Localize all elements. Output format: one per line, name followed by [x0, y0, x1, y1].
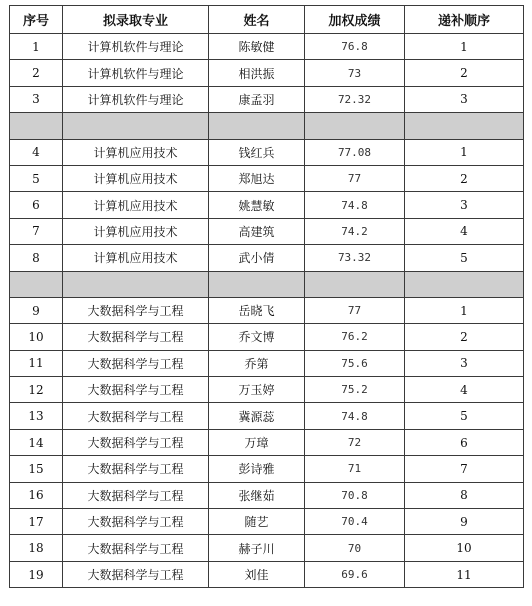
cell-name: 赫子川	[209, 535, 305, 561]
cell-major: 大数据科学与工程	[63, 535, 209, 561]
cell-index: 17	[10, 509, 63, 535]
cell-name: 彭诗雅	[209, 456, 305, 482]
table-row	[10, 34, 524, 60]
cell-order: 4	[405, 377, 524, 403]
cell-name: 陈敏健	[209, 34, 305, 60]
header-name: 姓名	[209, 6, 305, 34]
cell-order: 9	[405, 509, 524, 535]
cell-score: 77	[305, 297, 405, 323]
cell-major: 计算机软件与理论	[63, 86, 209, 112]
table-row	[10, 561, 524, 587]
cell-order: 5	[405, 245, 524, 271]
cell-order: 1	[405, 139, 524, 165]
header-index: 序号	[10, 6, 63, 34]
group-separator	[10, 113, 524, 139]
cell-name: 姚慧敏	[209, 192, 305, 218]
cell-name: 武小倩	[209, 245, 305, 271]
cell-score: 73	[305, 60, 405, 86]
cell-major: 计算机应用技术	[63, 139, 209, 165]
cell-index: 10	[10, 324, 63, 350]
cell-order: 2	[405, 60, 524, 86]
separator-cell	[209, 113, 305, 139]
table-row	[10, 165, 524, 191]
cell-order: 4	[405, 218, 524, 244]
separator-cell	[305, 113, 405, 139]
cell-major: 大数据科学与工程	[63, 324, 209, 350]
cell-index: 2	[10, 60, 63, 86]
cell-score: 70.8	[305, 482, 405, 508]
cell-score: 70.4	[305, 509, 405, 535]
table-row	[10, 429, 524, 455]
cell-score: 72.32	[305, 86, 405, 112]
cell-score: 76.2	[305, 324, 405, 350]
cell-name: 相洪振	[209, 60, 305, 86]
cell-index: 13	[10, 403, 63, 429]
cell-name: 万璋	[209, 429, 305, 455]
table-row	[10, 403, 524, 429]
cell-index: 16	[10, 482, 63, 508]
cell-major: 大数据科学与工程	[63, 456, 209, 482]
cell-score: 74.2	[305, 218, 405, 244]
separator-cell	[305, 271, 405, 297]
cell-score: 76.8	[305, 34, 405, 60]
cell-order: 7	[405, 456, 524, 482]
cell-major: 大数据科学与工程	[63, 482, 209, 508]
table-row	[10, 456, 524, 482]
table-row	[10, 377, 524, 403]
cell-order: 8	[405, 482, 524, 508]
table-row	[10, 86, 524, 112]
cell-index: 9	[10, 297, 63, 323]
separator-cell	[63, 113, 209, 139]
cell-index: 12	[10, 377, 63, 403]
cell-major: 计算机应用技术	[63, 192, 209, 218]
cell-name: 岳晓飞	[209, 297, 305, 323]
cell-major: 大数据科学与工程	[63, 297, 209, 323]
table-row	[10, 535, 524, 561]
table-row	[10, 245, 524, 271]
cell-major: 大数据科学与工程	[63, 377, 209, 403]
cell-major: 大数据科学与工程	[63, 509, 209, 535]
cell-order: 3	[405, 86, 524, 112]
cell-score: 69.6	[305, 561, 405, 587]
table-row	[10, 324, 524, 350]
cell-index: 1	[10, 34, 63, 60]
separator-cell	[10, 113, 63, 139]
cell-index: 14	[10, 429, 63, 455]
header-order: 递补顺序	[405, 6, 524, 34]
cell-index: 18	[10, 535, 63, 561]
cell-order: 10	[405, 535, 524, 561]
cell-score: 74.8	[305, 403, 405, 429]
table-row	[10, 297, 524, 323]
cell-score: 71	[305, 456, 405, 482]
cell-major: 大数据科学与工程	[63, 403, 209, 429]
group-separator	[10, 271, 524, 297]
cell-score: 74.8	[305, 192, 405, 218]
table-row	[10, 509, 524, 535]
cell-name: 刘佳	[209, 561, 305, 587]
table-row	[10, 350, 524, 376]
table-row	[10, 482, 524, 508]
cell-order: 1	[405, 34, 524, 60]
header-major: 拟录取专业	[63, 6, 209, 34]
cell-name: 冀源蕊	[209, 403, 305, 429]
cell-name: 郑旭达	[209, 165, 305, 191]
cell-order: 3	[405, 192, 524, 218]
cell-score: 77	[305, 165, 405, 191]
cell-index: 8	[10, 245, 63, 271]
table-row	[10, 139, 524, 165]
cell-name: 康孟羽	[209, 86, 305, 112]
cell-score: 73.32	[305, 245, 405, 271]
table-row	[10, 60, 524, 86]
cell-major: 计算机应用技术	[63, 245, 209, 271]
cell-name: 钱红兵	[209, 139, 305, 165]
separator-cell	[405, 113, 524, 139]
separator-cell	[209, 271, 305, 297]
cell-name: 乔第	[209, 350, 305, 376]
cell-score: 70	[305, 535, 405, 561]
cell-score: 77.08	[305, 139, 405, 165]
header-row	[10, 6, 524, 34]
separator-cell	[63, 271, 209, 297]
cell-major: 大数据科学与工程	[63, 561, 209, 587]
cell-index: 11	[10, 350, 63, 376]
table-row	[10, 218, 524, 244]
table-row	[10, 192, 524, 218]
cell-name: 乔文博	[209, 324, 305, 350]
cell-name: 高建筑	[209, 218, 305, 244]
header-score: 加权成绩	[305, 6, 405, 34]
cell-score: 72	[305, 429, 405, 455]
cell-order: 1	[405, 297, 524, 323]
cell-index: 15	[10, 456, 63, 482]
cell-order: 6	[405, 429, 524, 455]
cell-major: 计算机软件与理论	[63, 34, 209, 60]
cell-major: 计算机应用技术	[63, 218, 209, 244]
cell-index: 7	[10, 218, 63, 244]
cell-major: 计算机软件与理论	[63, 60, 209, 86]
cell-order: 11	[405, 561, 524, 587]
cell-index: 4	[10, 139, 63, 165]
cell-score: 75.2	[305, 377, 405, 403]
cell-name: 张继茹	[209, 482, 305, 508]
cell-major: 大数据科学与工程	[63, 429, 209, 455]
cell-index: 6	[10, 192, 63, 218]
cell-name: 万玉婷	[209, 377, 305, 403]
cell-major: 大数据科学与工程	[63, 350, 209, 376]
cell-index: 3	[10, 86, 63, 112]
cell-index: 5	[10, 165, 63, 191]
cell-score: 75.6	[305, 350, 405, 376]
cell-name: 随艺	[209, 509, 305, 535]
cell-order: 5	[405, 403, 524, 429]
table-body	[10, 34, 524, 588]
separator-cell	[405, 271, 524, 297]
cell-order: 2	[405, 324, 524, 350]
cell-order: 2	[405, 165, 524, 191]
cell-index: 19	[10, 561, 63, 587]
cell-order: 3	[405, 350, 524, 376]
admission-table	[9, 5, 524, 588]
separator-cell	[10, 271, 63, 297]
cell-major: 计算机应用技术	[63, 165, 209, 191]
